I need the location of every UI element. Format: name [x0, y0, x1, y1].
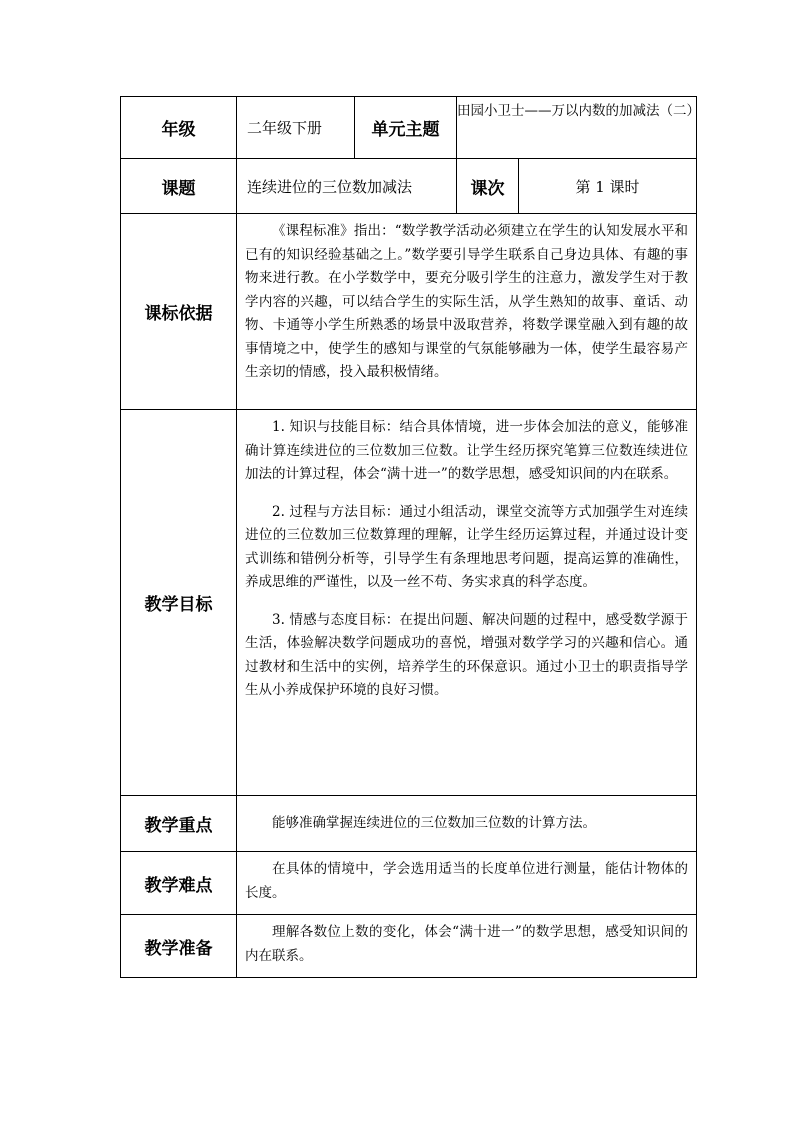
- topic-value: 连续进位的三位数加减法: [237, 159, 457, 214]
- unit-theme-cell: [457, 97, 700, 159]
- preparation-text: 理解各数位上数的变化，体会“满十进一”的数学思想，感受知识间的内在联系。: [245, 924, 688, 964]
- difficulty-cell: [237, 852, 697, 915]
- preparation-cell: [237, 915, 697, 978]
- topic-label: 课题: [121, 159, 237, 214]
- curriculum-basis-text: 《课程标准》指出：“数学教学活动必须建立在学生的认知发展水平和已有的知识经验基础之上。”数学要引导学生联系自己身边具体、有趣的事物来进行教。在小学数学中，要充分吸引学生的注意力，激发学生对于教学内容的兴趣，可以结合学生的实际生活，从学生熟知的故事、童话、动物、卡通等小学生所熟悉的场景中汲取营养，将数学课堂融入到有趣的故事情境之中，使学生的感知与课堂的气氛能够融为一体，使学生最容易产生亲切的情感，投入最积极情绪。: [245, 223, 688, 380]
- difficulty-text: 在具体的情境中，学会选用适当的长度单位进行测量，能估计物体的长度。: [245, 861, 688, 901]
- preparation-label: 教学准备: [121, 915, 237, 978]
- key-point-label: 教学重点: [121, 796, 237, 852]
- difficulty-label: 教学难点: [121, 852, 237, 915]
- key-point-text: 能够准确掌握连续进位的三位数加三位数的计算方法。: [272, 814, 596, 831]
- lesson-plan-table: [120, 96, 700, 978]
- teaching-goals-cell: [237, 410, 697, 796]
- grade-label: 年级: [121, 97, 237, 159]
- curriculum-basis-label: 课标依据: [121, 214, 237, 410]
- goal-emotion-attitude: 3. 情感与态度目标：在提出问题、解决问题的过程中，感受数学源于生活，体验解决数学问题成功的喜悦，增强对数学学习的兴趣和信心。通过教材和生活中的实例，培养学生的环保意识。通过小卫士的职责指导学生从小养成保护环境的良好习惯。: [245, 611, 688, 698]
- goal-knowledge-skills: 1. 知识与技能目标：结合具体情境，进一步体会加法的意义，能够准确计算连续进位的三位数加三位数。让学生经历探究笔算三位数连续进位加法的计算过程，体会“满十进一”的数学思想，感受知识间的内在联系。: [245, 419, 688, 482]
- unit-theme-label: 单元主题: [355, 97, 457, 159]
- unit-theme-value: 田园小卫士——万以内数的加减法（二）: [457, 103, 700, 119]
- teaching-goals-label: 教学目标: [121, 410, 237, 796]
- curriculum-basis-cell: [237, 214, 697, 410]
- goal-process-methods: 2. 过程与方法目标：通过小组活动，课堂交流等方式加强学生对连续进位的三位数加三位数算理的理解，让学生经历运算过程，并通过设计变式训练和错例分析等，引导学生有条理地思考问题，提高运算的准确性，养成思维的严谨性，以及一丝不苟、务实求真的科学态度。: [245, 503, 688, 590]
- grade-value: 二年级下册: [237, 97, 355, 159]
- session-label: 课次: [457, 159, 519, 214]
- key-point-cell: [237, 796, 697, 852]
- session-value: 第 1 课时: [519, 159, 697, 214]
